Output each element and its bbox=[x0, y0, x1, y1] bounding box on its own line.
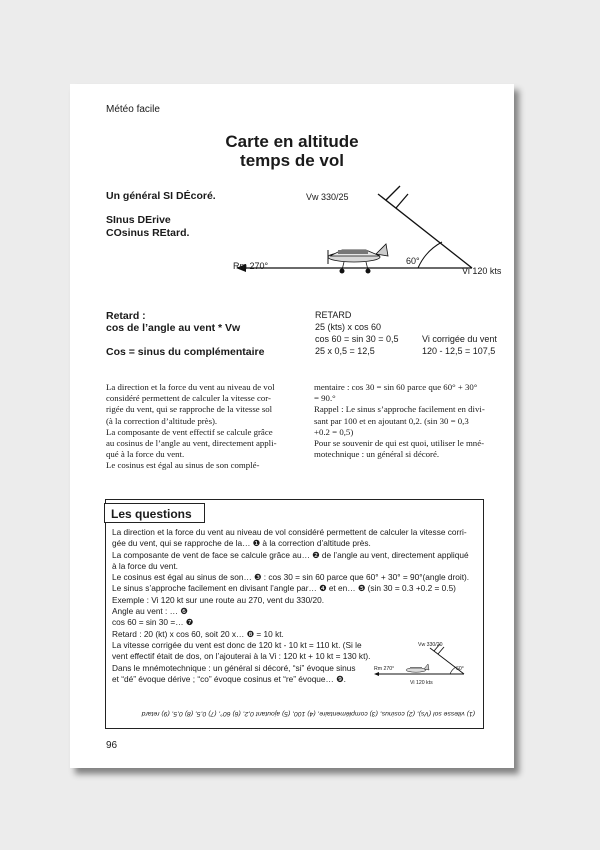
title-line-1: Carte en altitude bbox=[225, 132, 359, 151]
question-line: et “dé” évoque dérive ; “co” évoque cosinus et “re” évoque… ❾. bbox=[112, 673, 346, 684]
question-line: La vitesse corrigée du vent est donc de 120 kt - 10 kt = 110 kt. (Si le bbox=[112, 639, 362, 650]
question-line: Exemple : Vi 120 kt sur une route au 270, vent du 330/20. bbox=[112, 594, 325, 605]
book-page bbox=[70, 84, 514, 768]
vi-corrected-title: Vi corrigée du vent bbox=[422, 334, 497, 344]
body-line: considéré permettent de calculer la vitesse cor- bbox=[106, 393, 271, 404]
mnemonic-line-3: COsinus REtard. bbox=[106, 227, 190, 239]
retard-calc-3: 25 x 0,5 = 12,5 bbox=[315, 346, 375, 356]
title-line-2: temps de vol bbox=[240, 151, 344, 170]
question-line: Angle au vent : … ❻ bbox=[112, 606, 188, 617]
mini-route-label: Rm 270° bbox=[374, 666, 395, 672]
body-column-right bbox=[314, 382, 486, 460]
mini-airplane-icon bbox=[406, 664, 429, 672]
body-line: mentaire : cos 30 = sin 60 parce que 60° + 30° bbox=[314, 382, 478, 392]
question-line: à la force du vent. bbox=[112, 560, 178, 571]
retard-label: Retard : bbox=[106, 310, 146, 322]
retard-calc-2: cos 60 = sin 30 = 0,5 bbox=[315, 334, 399, 344]
question-line: Dans le mnémotechnique : un général si décoré, “si” évoque sinus bbox=[112, 662, 356, 673]
mnemonic-line-1: Un général SI DÉcoré. bbox=[106, 190, 216, 202]
body-line: La composante de vent effectif se calcule grâce bbox=[106, 426, 273, 437]
running-header: Météo facile bbox=[106, 104, 160, 115]
body-line: sant par 100 et en ajoutant 0,2. (sin 30 = 0,3 bbox=[314, 415, 469, 426]
body-line: motechnique : un général si décoré. bbox=[314, 449, 440, 460]
question-line: La composante de vent de face se calcule grâce au… ❷ de l’angle au vent, directement appliqué bbox=[112, 549, 469, 560]
wind-barb-2 bbox=[396, 194, 408, 208]
body-line: (à la correction d’altitude près). bbox=[106, 415, 218, 426]
cos-definition: Cos = sinus du complémentaire bbox=[106, 346, 265, 358]
mnemonic-line-2: SInus DErive bbox=[106, 214, 171, 226]
mini-angle-label: 60° bbox=[456, 666, 464, 672]
airplane-icon bbox=[328, 244, 388, 274]
question-line: gée du vent, qui se rapproche de la… ❶ à la correction d’altitude près. bbox=[112, 538, 371, 549]
mini-wind-label: Vw 330/20 bbox=[418, 642, 443, 648]
question-line: cos 60 = sin 30 =… ❼ bbox=[112, 617, 194, 628]
wind-diagram bbox=[230, 184, 490, 304]
wind-barb-1 bbox=[386, 186, 400, 200]
page-number: 96 bbox=[106, 740, 118, 751]
retard-calc-1: 25 (kts) x cos 60 bbox=[315, 322, 382, 332]
body-line: rigée du vent, qui se rapproche de la vitesse sol bbox=[106, 404, 273, 415]
retard-formula: cos de l’angle au vent * Vw bbox=[106, 322, 241, 334]
body-line: Rappel : Le sinus s’approche facilement en divi- bbox=[314, 404, 485, 415]
question-line: Retard : 20 (kt) x cos 60, soit 20 x… ❽ = 10 kt. bbox=[112, 628, 284, 639]
retard-calc-title: RETARD bbox=[315, 310, 352, 320]
question-line: vent effectif était de dos, on l’ajouterai à la Vi : 120 kt + 10 kt = 130 kt). bbox=[112, 651, 371, 662]
body-line: Pour se souvenir de qui est quoi, utiliser le mné- bbox=[314, 438, 485, 449]
questions-title: Les questions bbox=[104, 503, 205, 523]
body-line: au cosinus de l’angle au vent, directement appli- bbox=[106, 438, 277, 449]
mini-speed-label: Vi 120 kts bbox=[410, 680, 433, 686]
answers-upside-down: (1) vitesse sol (Vs), (2) cosinus, (3) complémentaire, (4) 100, (5) ajoutant 0,2, (6) 60°, (7) 0,5, (8) 0,5, (9) retard bbox=[141, 710, 475, 717]
body-line: qué à la force du vent. bbox=[106, 449, 185, 460]
speed-label: Vi 120 kts bbox=[462, 266, 502, 276]
body-line: Le cosinus est égal au sinus de son complé- bbox=[106, 460, 260, 471]
vi-corrected-calc: 120 - 12,5 = 107,5 bbox=[422, 346, 496, 356]
body-line: +0.2 = 0,5) bbox=[314, 426, 354, 437]
question-line: La direction et la force du vent au niveau de vol considéré permettent de calculer la vitesse corri- bbox=[112, 527, 467, 537]
question-line: Le sinus s’approche facilement en divisant l’angle par… ❹ et en… ❺ (sin 30 = 0.3 +0.2 = 0.5) bbox=[112, 583, 456, 594]
angle-label: 60° bbox=[406, 256, 420, 266]
route-label: Rm 270° bbox=[233, 261, 269, 271]
body-line: La direction et la force du vent au niveau de vol bbox=[106, 382, 275, 392]
body-column-left bbox=[106, 382, 302, 472]
body-line: = 90.° bbox=[314, 393, 336, 404]
wind-label: Vw 330/25 bbox=[306, 192, 349, 202]
page-title bbox=[70, 132, 514, 170]
question-line: Le cosinus est égal au sinus de son… ❸ : cos 30 = sin 60 parce que 60° + 30° = 90°(angle droit). bbox=[112, 572, 470, 583]
angle-arc bbox=[418, 242, 442, 268]
